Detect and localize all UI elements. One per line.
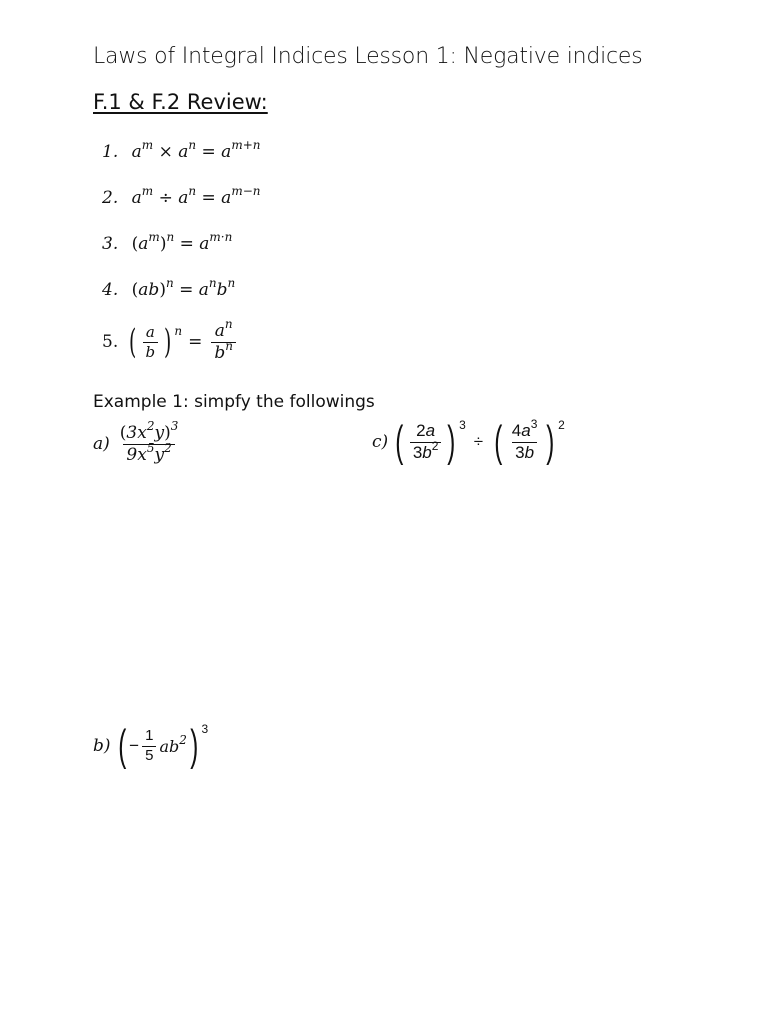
problem-c-fraction-2: $\frac{4a^3}{3b}$ [511, 416, 538, 462]
rule-3 [102, 230, 233, 254]
rule-2 [102, 184, 261, 208]
rule-4 [102, 276, 236, 300]
rule-1 [102, 138, 261, 162]
page-title: Laws of Integral Indices Lesson 1: Negative indices [93, 44, 643, 69]
rule-1-number: 1. [102, 142, 119, 162]
problem-a [93, 419, 184, 465]
rule-1-formula: $a^m \times a^n = a^{m+n}$ [131, 138, 261, 162]
rule-5-number: 5. [102, 332, 119, 353]
rule-4-number: 4. [102, 280, 119, 300]
problem-a-numerator: $(3x^2y)^3$ [119, 419, 179, 443]
review-heading: F.1 & F.2 Review: [93, 90, 268, 114]
example-heading: Example 1: simpfy the followings [93, 392, 375, 412]
rule-3-number: 3. [102, 234, 119, 254]
problem-a-label: a) [93, 434, 110, 455]
rule-2-formula: $a^m \div a^n = a^{m-n}$ [131, 184, 261, 208]
rule-3-formula: $(a^m)^n = a^{m\cdot n}$ [131, 230, 233, 254]
problem-c: c) ( $\frac{2a}{3b^2}$ ) 3 ÷ ( $\frac{4a^3}{3b}$ ) 2 [372, 416, 565, 466]
problem-a-fraction [117, 419, 182, 465]
rule-5-formula: ( $\frac{a}{b}$ ) n = $\frac{a^n}{b^n}$ [126, 322, 239, 362]
problem-a-denominator: $9x^5y^2$ [123, 444, 174, 465]
problem-b: b) ( − $\frac{1}{5}$ $ab^2$ ) 3 [93, 721, 209, 770]
rule-4-formula: $(ab)^n = a^nb^n$ [131, 276, 236, 300]
problem-b-fraction: $\frac{1}{5}$ [142, 728, 156, 764]
rule-5 [102, 317, 239, 363]
rule-2-number: 2. [102, 188, 119, 208]
problem-c-label: c) [372, 432, 389, 452]
problem-c-fraction-1: $\frac{2a}{3b^2}$ [410, 422, 442, 462]
problem-b-label: b) [93, 736, 111, 756]
